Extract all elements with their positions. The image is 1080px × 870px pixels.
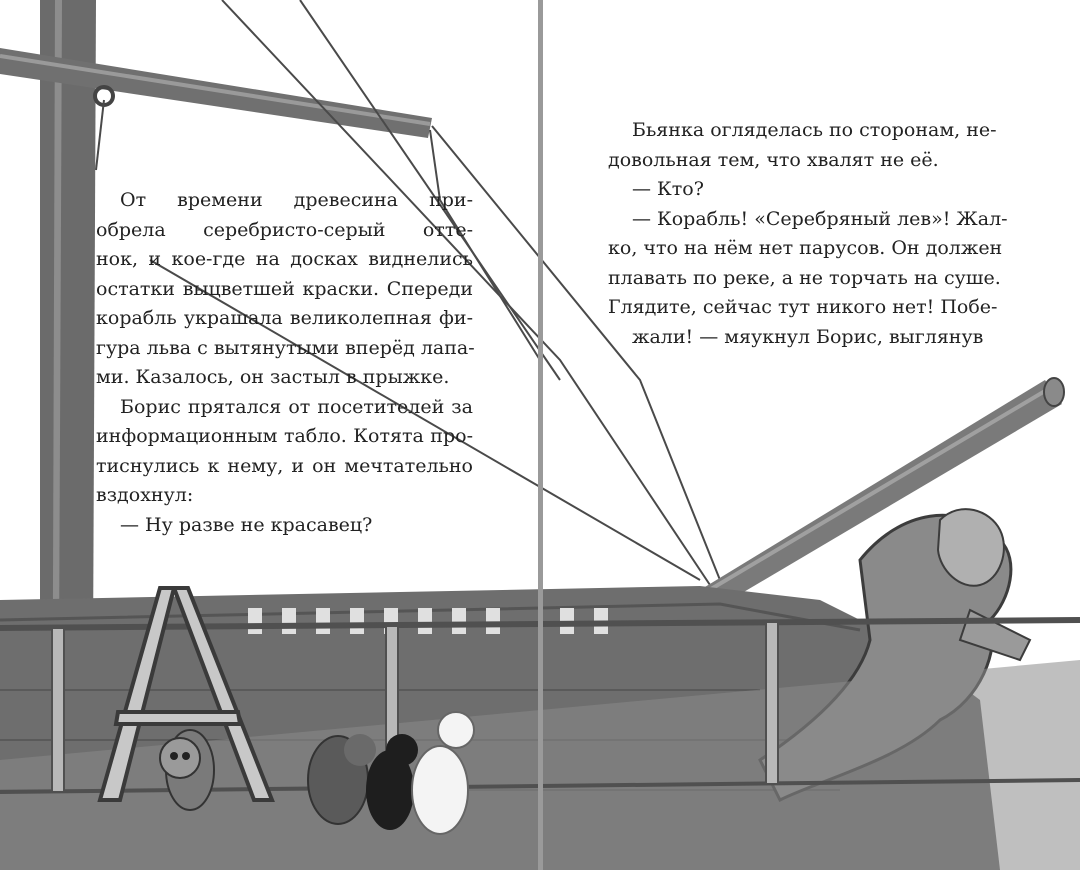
text-line: — Ну разве не красавец? xyxy=(120,513,373,536)
text-line: обрела серебристо-серый отте- xyxy=(96,218,473,241)
text-line: жали! — мяукнул Борис, выглянув xyxy=(632,325,984,348)
text-line: нок, и кое-где на досках виднелись xyxy=(96,248,473,270)
text-line: Бьянка огляделась по сторонам, не- xyxy=(632,119,997,141)
text-line: довольная тем, что хвалят не её. xyxy=(608,148,939,171)
text-line: плавать по реке, а не торчать на суше. xyxy=(608,266,1001,289)
text-line: От времени древесина при- xyxy=(120,189,473,211)
text-line: тиснулись к нему, и он мечтательно xyxy=(96,454,473,477)
text-line: информационным табло. Котята про- xyxy=(96,425,473,447)
left-page-text xyxy=(96,186,473,540)
text-line: ко, что на нём нет парусов. Он должен xyxy=(608,237,1003,259)
text-line: Борис прятался от посетителей за xyxy=(120,395,473,418)
text-line: — Корабль! «Серебряный лев»! Жал- xyxy=(632,207,1008,230)
text-line: — Кто? xyxy=(632,178,704,200)
right-page-text xyxy=(608,116,1008,352)
page-gutter xyxy=(538,0,543,870)
text-line: остатки выцветшей краски. Спереди xyxy=(96,277,473,300)
text-line: гура льва с вытянутыми вперёд лапа- xyxy=(96,336,475,359)
text-line: Глядите, сейчас тут никого нет! Побе- xyxy=(608,296,998,318)
text-line: корабль украшала великолепная фи- xyxy=(96,307,473,329)
text-line: ми. Казалось, он застыл в прыжке. xyxy=(96,366,450,388)
text-line: вздохнул: xyxy=(96,484,194,506)
